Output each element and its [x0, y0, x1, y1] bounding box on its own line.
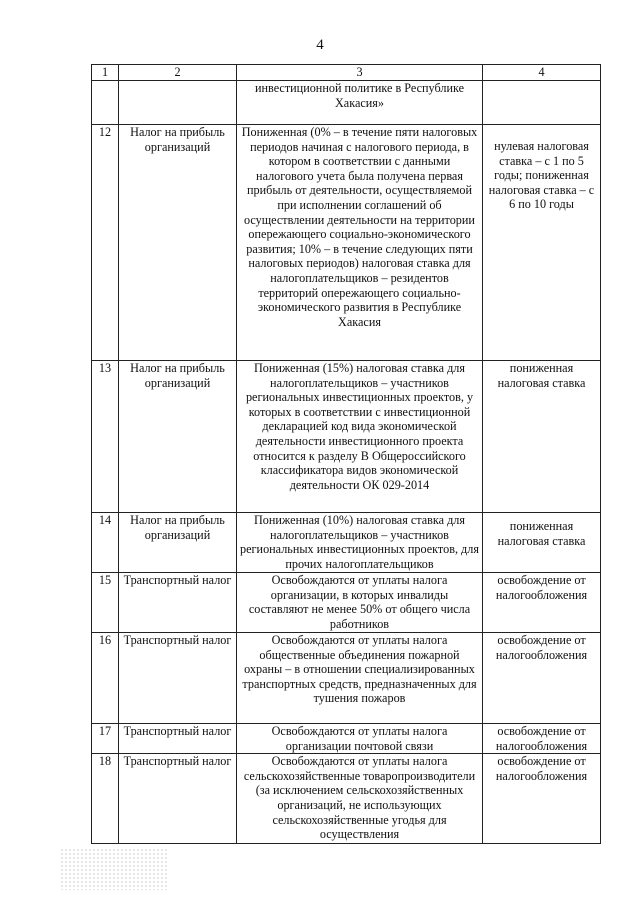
table-row-12 — [92, 125, 601, 361]
row-number: 12 — [92, 125, 119, 361]
row-number: 15 — [92, 573, 119, 633]
header-cell-3: 3 — [237, 65, 483, 81]
benefit-description: Пониженная (15%) налоговая ставка для налогоплательщиков – участников региональных инвестиционных проектов, у которых в соответствии с инвестиционной декларацией код вида экономической деятельности инвестиционного проекта относится к разделу В Общероссийского классификатора видов экономической деятельности ОК 029-2014 — [237, 361, 483, 513]
table-row-18 — [92, 754, 601, 844]
tax-name: Транспортный налог — [119, 633, 237, 724]
benefit-type: пониженная налоговая ставка — [483, 361, 601, 513]
tax-name: Транспортный налог — [119, 573, 237, 633]
tax-name: Транспортный налог — [119, 754, 237, 844]
table-row-15 — [92, 573, 601, 633]
table-row-14 — [92, 513, 601, 573]
faint-stamp-watermark — [60, 848, 168, 890]
tax-name: Налог на прибыль организаций — [119, 125, 237, 361]
benefit-type: освобождение от налогообложения — [483, 724, 601, 754]
row-number: 17 — [92, 724, 119, 754]
row-number: 14 — [92, 513, 119, 573]
benefit-type: нулевая налоговая ставка – с 1 по 5 годы; пониженная налоговая ставка – с 6 по 10 годы — [483, 125, 601, 361]
benefit-description: Освобождаются от уплаты налога организации почтовой связи — [237, 724, 483, 754]
benefit-type: освобождение от налогообложения — [483, 573, 601, 633]
table-row-continuation — [92, 81, 601, 125]
row-number — [92, 81, 119, 125]
row-number: 18 — [92, 754, 119, 844]
page-number: 4 — [316, 37, 324, 53]
tax-name — [119, 81, 237, 125]
tax-name: Налог на прибыль организаций — [119, 361, 237, 513]
benefit-type — [483, 81, 601, 125]
row-number: 16 — [92, 633, 119, 724]
tax-name: Налог на прибыль организаций — [119, 513, 237, 573]
header-row — [92, 65, 601, 81]
benefit-type: освобождение от налогообложения — [483, 633, 601, 724]
tax-benefits-table — [91, 64, 601, 844]
row-number: 13 — [92, 361, 119, 513]
table-row-17 — [92, 724, 601, 754]
benefit-description: инвестиционной политике в Республике Хакасия» — [237, 81, 483, 125]
benefit-type: освобождение от налогообложения — [483, 754, 601, 844]
header-cell-1: 1 — [92, 65, 119, 81]
table-row-16 — [92, 633, 601, 724]
benefit-description: Освобождаются от уплаты налога общественные объединения пожарной охраны – в отношении специализированных транспортных средств, предназначенных для тушения пожаров — [237, 633, 483, 724]
benefit-description: Освобождаются от уплаты налога сельскохозяйственные товаропроизводители (за исключением сельскохозяйственных организаций, не использующих сельскохозяйственные угодья для осуществления — [237, 754, 483, 844]
benefit-description: Освобождаются от уплаты налога организации, в которых инвалиды составляют не менее 50% от общего числа работников — [237, 573, 483, 633]
tax-name: Транспортный налог — [119, 724, 237, 754]
benefit-type: пониженная налоговая ставка — [483, 513, 601, 573]
benefit-description: Пониженная (0% – в течение пяти налоговых периодов начиная с налогового периода, в котором в соответствии с данными налогового учета была получена первая прибыль от деятельности, осуществляемой при исполнении соглашений об осуществлении деятельности на территории опережающего социально-экономического развития; 10% – в течение следующих пяти налоговых периодов) налоговая ставка для налогоплательщиков – резидентов территорий опережающего социально-экономического развития в Республике Хакасия — [237, 125, 483, 361]
table-row-13 — [92, 361, 601, 513]
header-cell-2: 2 — [119, 65, 237, 81]
benefit-description: Пониженная (10%) налоговая ставка для налогоплательщиков – участников региональных инвестиционных проектов, для прочих налогоплательщиков — [237, 513, 483, 573]
header-cell-4: 4 — [483, 65, 601, 81]
